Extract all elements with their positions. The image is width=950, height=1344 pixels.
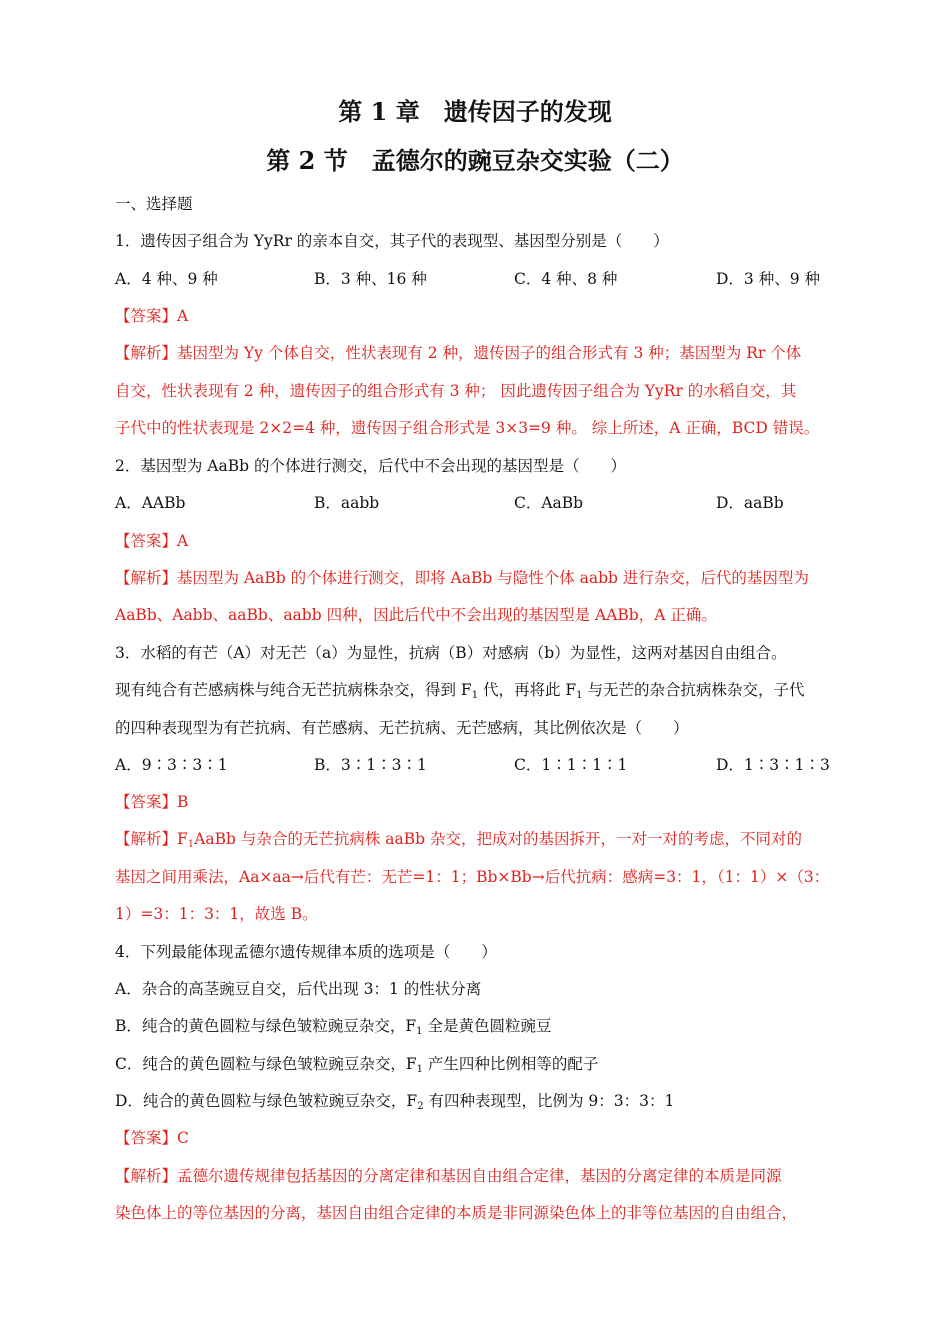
question-2-stem: 2．基因型为 AaBb 的个体进行测交，后代中不会出现的基因型是（ ） (115, 457, 626, 475)
option-b: B．纯合的黄色圆粒与绿色皱粒豌豆杂交，$F_1$ 全是黄色圆粒豌豆 (115, 1017, 552, 1037)
question-4-analysis-line: 【解析】孟德尔遗传规律包括基因的分离定律和基因自由组合定律，基因的分离定律的本质是同源 (115, 1167, 782, 1185)
question-3-analysis-line: 【解析】$F_1AaBb$ 与杂合的无芒抗病株 aaBb 杂交，把成对的基因拆开，一对一对的考虑，不同对的 (115, 830, 802, 850)
question-3-stem-line: 的四种表现型为有芒抗病、有芒感病、无芒抗病、无芒感病，其比例依次是（ ） (115, 719, 689, 737)
chapter-title: 第 1 章 遗传因子的发现 (338, 97, 612, 126)
question-3-stem-line: 3．水稻的有芒（A）对无芒（a）为显性，抗病（B）对感病（b）为显性，这两对基因自由组合。 (115, 644, 787, 662)
question-1-analysis-line: 子代中的性状表现是 2×2=4 种，遗传因子组合形式是 3×3=9 种。 综上所述，A 正确，BCD 错误。 (115, 419, 820, 437)
option-d: D．3 种、9 种 (716, 270, 821, 288)
option-d: D．aaBb (716, 494, 784, 512)
question-4-stem: 4．下列最能体现孟德尔遗传规律本质的选项是（ ） (115, 943, 497, 961)
option-c: C．4 种、8 种 (514, 270, 618, 288)
option-a: A．9∶3∶3∶1 (115, 756, 228, 774)
section-label: 一、选择题 (115, 195, 193, 213)
option-a: A．杂合的高茎豌豆自交，后代出现 3：1 的性状分离 (115, 980, 482, 998)
option-a: A．AABb (115, 494, 186, 512)
question-1-analysis-line: 自交，性状表现有 2 种，遗传因子的组合形式有 3 种； 因此遗传因子组合为 YyRr 的水稻自交，其 (115, 382, 797, 400)
question-2-answer: 【答案】A (115, 532, 189, 550)
section-title: 第 2 节 孟德尔的豌豆杂交实验（二） (266, 146, 684, 175)
question-2-analysis-line: 【解析】基因型为 AaBb 的个体进行测交，即将 AaBb 与隐性个体 aabb 进行杂交，后代的基因型为 (115, 569, 809, 587)
option-d: D．1∶3∶1∶3 (716, 756, 830, 774)
option-c: C．AaBb (514, 494, 584, 512)
question-1-answer: 【答案】A (115, 307, 189, 325)
option-d: D．纯合的黄色圆粒与绿色皱粒豌豆杂交，$F_2$ 有四种表现型，比例为 9：3：3：1 (115, 1092, 675, 1112)
question-2-analysis-line: AaBb、Aabb、aaBb、aabb 四种，因此后代中不会出现的基因型是 AABb，A 正确。 (115, 606, 717, 624)
option-a: A．4 种、9 种 (115, 270, 218, 288)
question-3-analysis-line: 1）=3：1：3：1，故选 B。 (115, 905, 318, 923)
question-1-stem: 1．遗传因子组合为 YyRr 的亲本自交，其子代的表现型、基因型分别是（ ） (115, 232, 669, 250)
question-3-stem-line: 现有纯合有芒感病株与纯合无芒抗病株杂交，得到 $F_1$ 代，再将此 $F_1$ 与无芒的杂合抗病株杂交，子代 (115, 681, 805, 701)
question-4-analysis-line: 染色体上的等位基因的分离，基因自由组合定律的本质是非同源染色体上的非等位基因的自由组合， (115, 1204, 798, 1222)
option-b: B．aabb (314, 494, 380, 512)
question-3-analysis-line: 基因之间用乘法，Aa×aa→后代有芒：无芒=1：1；Bb×Bb→后代抗病：感病=3：1，（1：1）×（3： (115, 868, 830, 886)
option-c: C．1∶1∶1∶1 (514, 756, 628, 774)
option-b: B．3 种、16 种 (314, 270, 427, 288)
question-4-answer: 【答案】C (115, 1129, 189, 1147)
question-1-analysis-line: 【解析】基因型为 Yy 个体自交，性状表现有 2 种，遗传因子的组合形式有 3 种；基因型为 Rr 个体 (115, 344, 802, 362)
option-c: C．纯合的黄色圆粒与绿色皱粒豌豆杂交，$F_1$ 产生四种比例相等的配子 (115, 1055, 599, 1075)
option-b: B．3∶1∶3∶1 (314, 756, 427, 774)
question-3-answer: 【答案】B (115, 793, 189, 811)
